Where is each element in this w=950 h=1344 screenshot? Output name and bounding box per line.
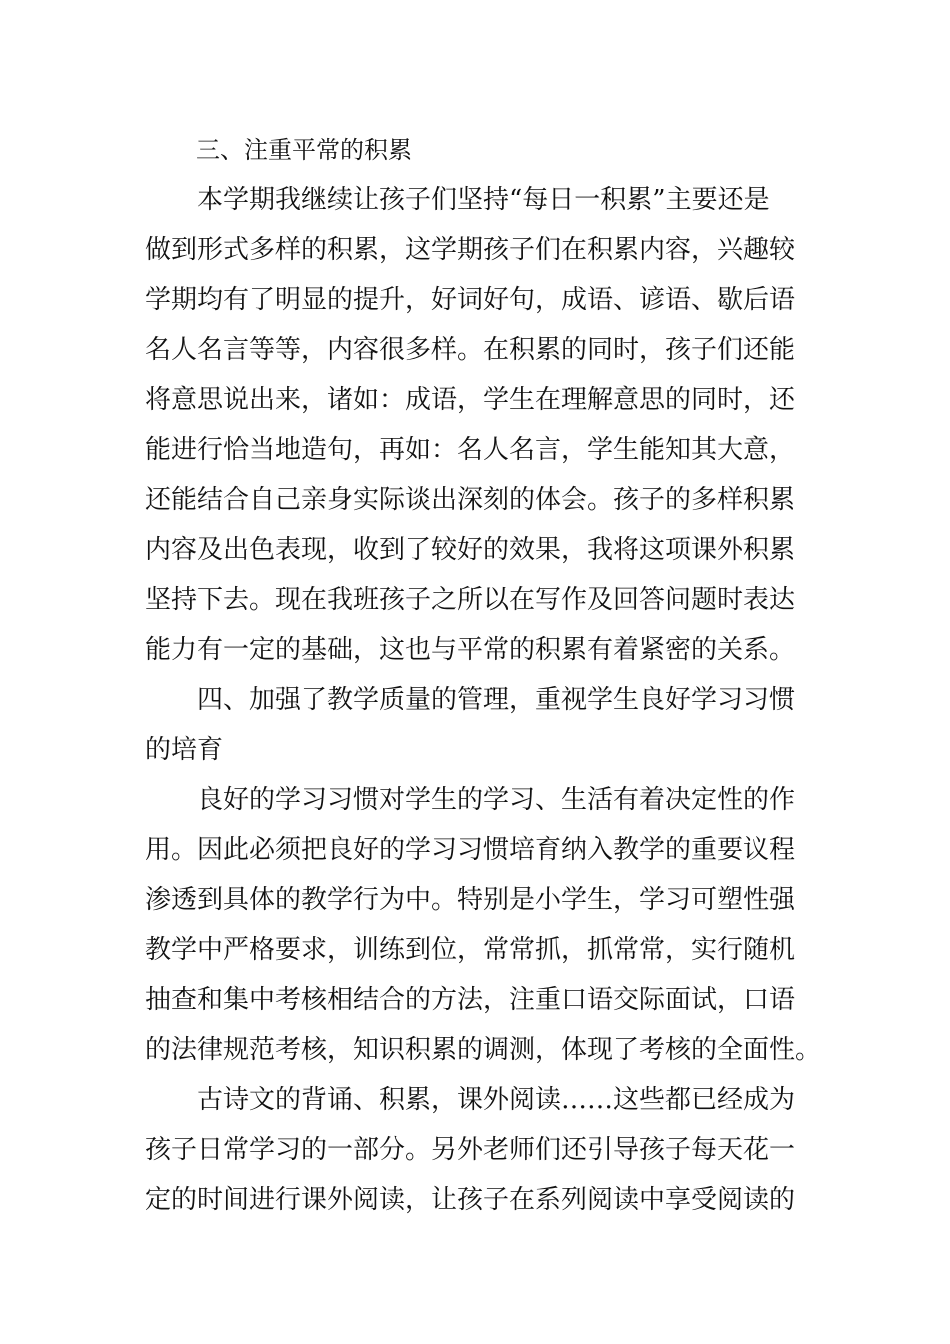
paragraph-line: 良好的学习习惯对学生的学习、生活有着决定性的作 bbox=[197, 785, 796, 815]
paragraph-line: 将意思说出来，诸如：成语，学生在理解意思的同时，还 bbox=[145, 385, 796, 415]
paragraph-line: 的法律规范考核，知识积累的调测，体现了考核的全面性。 bbox=[145, 1035, 822, 1065]
paragraph-line: 本学期我继续让孩子们坚持“每日一积累”主要还是 bbox=[197, 185, 770, 215]
section-4-heading: 四、加强了教学质量的管理，重视学生良好学习习惯 bbox=[197, 685, 796, 715]
paragraph-line: 渗透到具体的教学行为中。特别是小学生，学习可塑性强 bbox=[145, 885, 796, 915]
paragraph-line: 抽查和集中考核相结合的方法，注重口语交际面试，口语 bbox=[145, 985, 796, 1015]
paragraph-line: 还能结合自己亲身实际谈出深刻的体会。孩子的多样积累 bbox=[145, 485, 796, 515]
paragraph-line: 定的时间进行课外阅读，让孩子在系列阅读中享受阅读的 bbox=[145, 1185, 796, 1215]
paragraph-line: 坚持下去。现在我班孩子之所以在写作及回答问题时表达 bbox=[145, 585, 796, 615]
paragraph-line: 古诗文的背诵、积累，课外阅读……这些都已经成为 bbox=[197, 1085, 796, 1115]
paragraph-line: 教学中严格要求，训练到位，常常抓，抓常常，实行随机 bbox=[145, 935, 796, 965]
section-3-heading: 三、注重平常的积累 bbox=[196, 136, 412, 164]
paragraph-line: 名人名言等等，内容很多样。在积累的同时，孩子们还能 bbox=[145, 335, 796, 365]
paragraph-line: 内容及出色表现，收到了较好的效果，我将这项课外积累 bbox=[145, 535, 796, 565]
paragraph-line: 用。因此必须把良好的学习习惯培育纳入教学的重要议程 bbox=[145, 835, 796, 865]
paragraph-line: 孩子日常学习的一部分。另外老师们还引导孩子每天花一 bbox=[145, 1135, 796, 1165]
paragraph-line: 能力有一定的基础，这也与平常的积累有着紧密的关系。 bbox=[145, 635, 796, 665]
paragraph-line: 学期均有了明显的提升，好词好句，成语、谚语、歇后语 bbox=[145, 285, 796, 315]
paragraph-line: 能进行恰当地造句，再如：名人名言，学生能知其大意， bbox=[145, 435, 796, 465]
section-4-heading-continued: 的培育 bbox=[145, 735, 224, 765]
paragraph-line: 做到形式多样的积累，这学期孩子们在积累内容，兴趣较 bbox=[145, 235, 796, 265]
